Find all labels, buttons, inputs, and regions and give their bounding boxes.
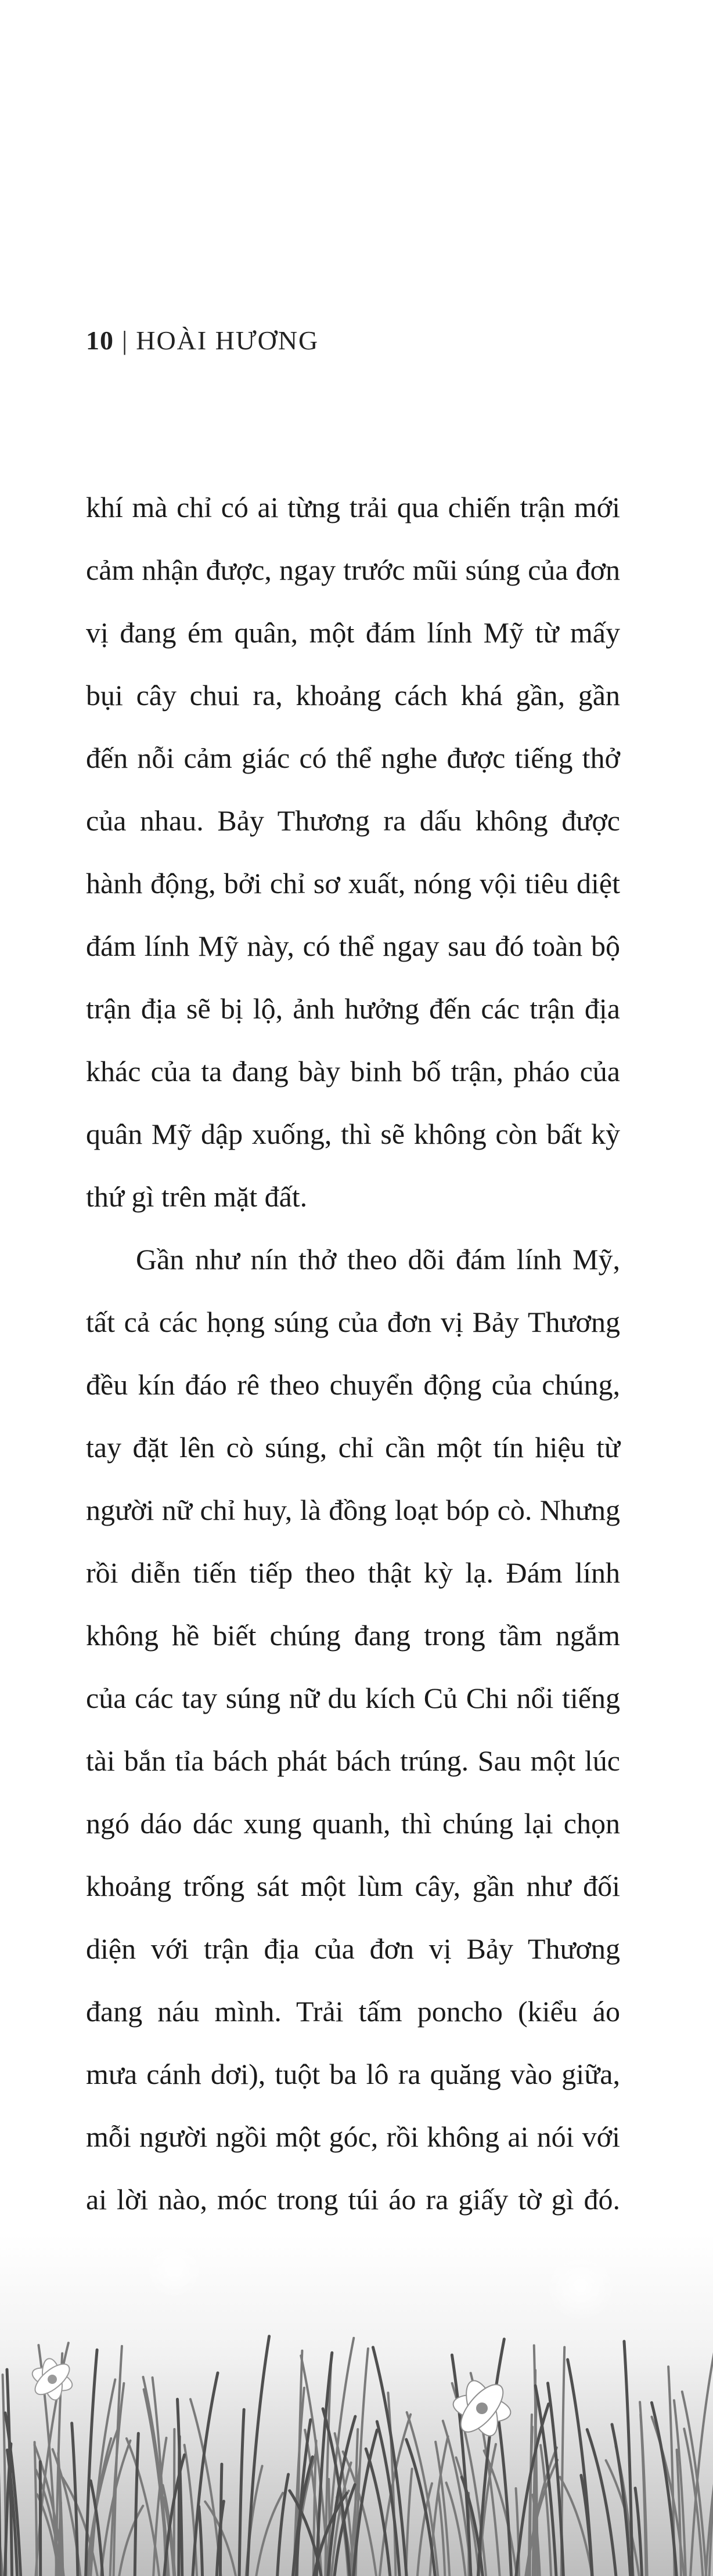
grass-blade	[220, 2464, 222, 2576]
body-text	[86, 476, 620, 2419]
running-header	[86, 325, 319, 356]
paragraph-1: khí mà chỉ có ai từng trải qua chiến trận mới cảm nhận được, ngay trước mũi súng của đơn vị đang ém quân, một đám lính Mỹ từ mấy bụi cây chui ra, khoảng cách khá gần, gần đến nỗi cảm giác có thể nghe được tiếng thở của nhau. Bảy Thương ra dấu không được hành động, bởi chỉ sơ xuất, nóng vội tiêu diệt đám lính Mỹ này, có thể ngay sau đó toàn bộ trận địa sẽ bị lộ, ảnh hưởng đến các trận địa khác của ta đang bày binh bố trận, pháo của quân Mỹ dập xuống, thì sẽ không còn bất kỳ thứ gì trên mặt đất.	[86, 491, 620, 1213]
page-number: 10	[86, 326, 114, 355]
header-separator: |	[122, 326, 128, 355]
author-name: HOÀI HƯƠNG	[136, 326, 319, 355]
grass-flowers-illustration	[0, 2234, 713, 2576]
paragraph-2: Gần như nín thở theo dõi đám lính Mỹ, tất cả các họng súng của đơn vị Bảy Thương đều kín đáo rê theo chuyển động của chúng, tay đặt lên cò súng, chỉ cần một tín hiệu từ người nữ chỉ huy, là đồng loạt bóp cò. Nhưng rồi diễn tiến tiếp theo thật kỳ lạ. Đám lính không hề biết chúng đang trong tầm ngắm của các tay súng nữ du kích Củ Chi nổi tiếng tài bắn tỉa bách phát bách trúng. Sau một lúc ngó dáo dác xung quanh, thì chúng lại chọn khoảng trống sát một lùm cây, gần như đối diện với trận địa của đơn vị Bảy Thương đang náu mình. Trải tấm poncho (kiểu áo mưa cánh dơi), tuột ba lô ra quăng vào giữa, mỗi người ngồi một góc, rồi không ai nói với ai lời nào, móc trong túi áo ra giấy tờ gì đó.	[86, 1243, 620, 2216]
